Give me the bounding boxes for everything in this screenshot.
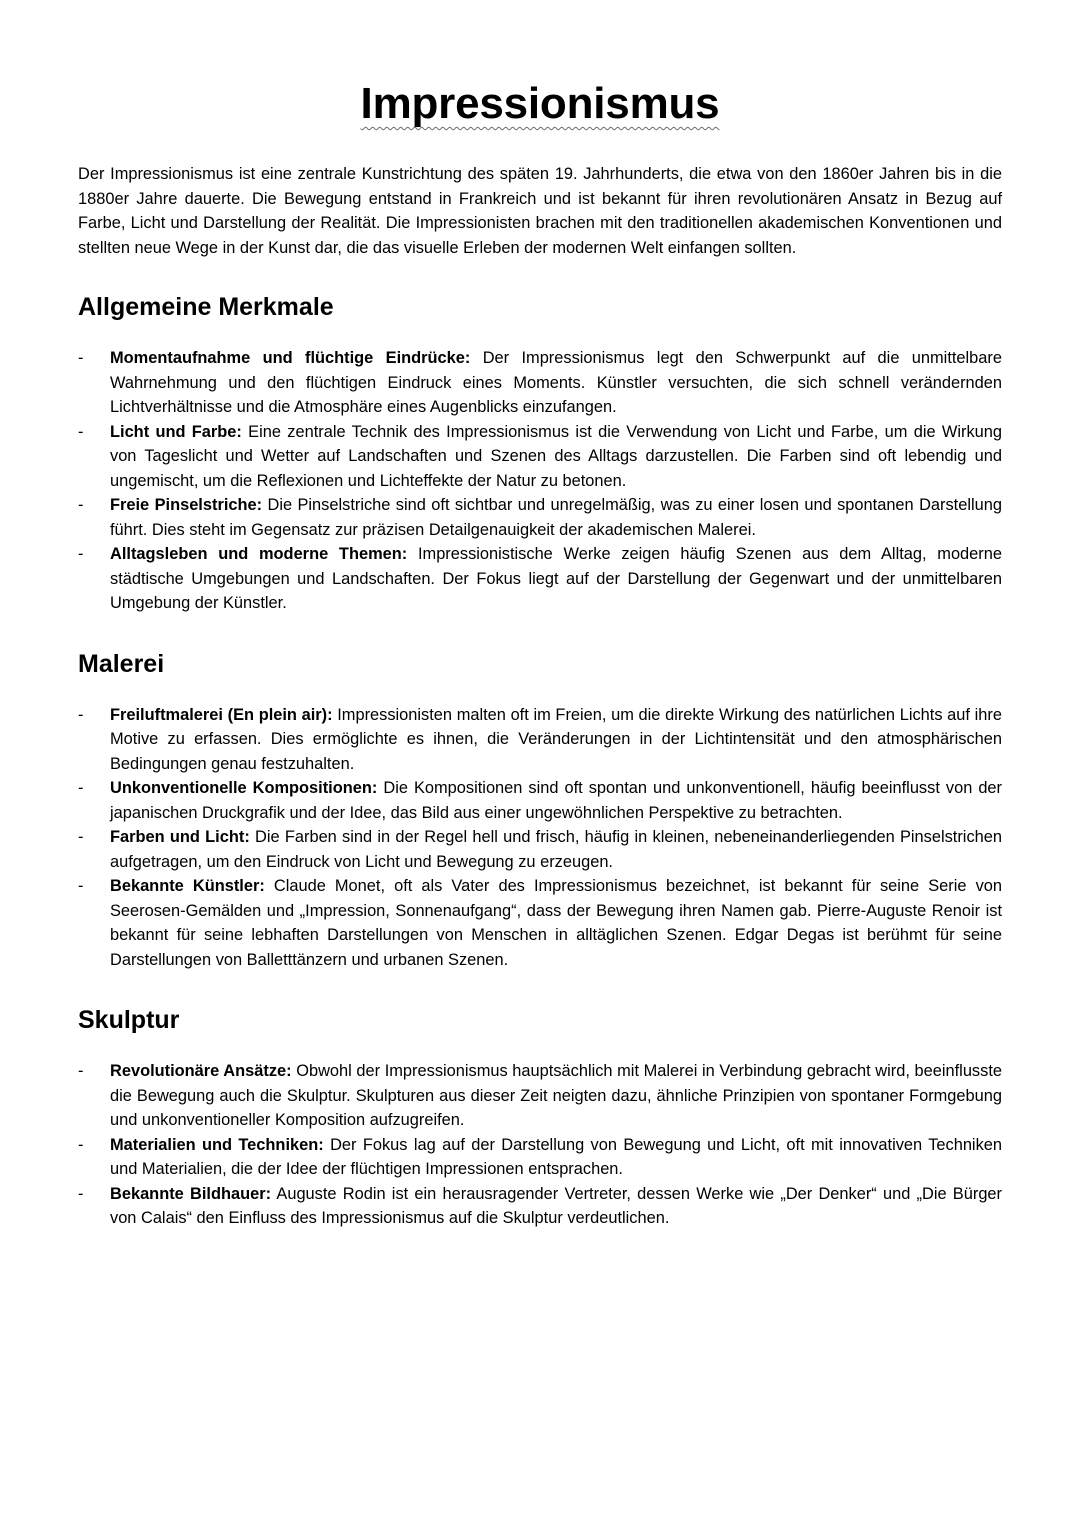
bullet-dash: - xyxy=(78,828,84,846)
item-term: Bekannte Künstler: xyxy=(110,877,265,895)
bullet-dash: - xyxy=(78,779,84,797)
bullet-dash: - xyxy=(78,422,84,441)
item-text: Eine zentrale Technik des Impressionismus ist die Verwendung von Licht und Farbe, um die Wirkung von Tageslicht und Wetter auf Landschaften und Szenen des Alltags darzustellen. Die Farben sind oft lebendig und ungemischt, um die Reflexionen und Lichteffekte der Natur zu betonen. xyxy=(110,422,1002,490)
list-item xyxy=(78,542,1002,616)
item-term: Bekannte Bildhauer: xyxy=(110,1184,272,1203)
item-text: Claude Monet, oft als Vater des Impressionismus bezeichnet, ist bekannt für seine Serie von Seerosen-Gemälden und „Impression, Sonnenaufgang“, dass der Bewegung ihren Namen gab. Pierre-Auguste Renoir ist bekannt für seine lebhaften Darstellungen von Menschen in alltäglichen Szenen. Edgar Degas ist berühmt für seine Darstellungen von Balletttänzern und urbanen Szenen. xyxy=(110,877,1003,969)
document-page xyxy=(78,78,1002,1231)
bullet-list xyxy=(78,1059,1002,1231)
item-term: Freie Pinselstriche: xyxy=(110,496,263,514)
section-malerei xyxy=(78,649,1002,973)
bullet-dash: - xyxy=(78,349,84,367)
item-term: Farben und Licht: xyxy=(110,828,250,846)
item-term: Momentaufnahme und flüchtige Eindrücke: xyxy=(110,349,471,367)
item-term: Revolutionäre Ansätze: xyxy=(110,1062,292,1080)
list-item xyxy=(78,1133,1002,1182)
list-item xyxy=(78,346,1002,420)
item-text: Auguste Rodin ist ein herausragender Vertreter, dessen Werke wie „Der Denker“ und „Die Bürger von Calais“ den Einfluss des Impressionismus auf die Skulptur verdeutlichen. xyxy=(110,1184,1003,1227)
item-term: Alltagsleben und moderne Themen: xyxy=(110,545,408,563)
list-item xyxy=(78,703,1002,777)
bullet-dash: - xyxy=(78,877,84,895)
bullet-dash: - xyxy=(78,496,84,514)
list-item xyxy=(78,493,1002,542)
bullet-list xyxy=(78,703,1002,973)
item-term: Freiluftmalerei (En plein air): xyxy=(110,705,333,724)
section-heading: Allgemeine Merkmale xyxy=(78,293,334,321)
bullet-list xyxy=(78,346,1002,616)
item-text: Impressionistische Werke zeigen häufig Szenen aus dem Alltag, moderne städtische Umgebungen und Landschaften. Der Fokus liegt auf der Darstellung der Gegenwart und der unmittelbaren Umgebung der Künstler. xyxy=(110,545,1002,612)
list-item xyxy=(78,825,1002,874)
section-allgemeine-merkmale xyxy=(78,292,1002,616)
item-text: Impressionisten malten oft im Freien, um die direkte Wirkung des natürlichen Lichts auf ihre Motive zu erfassen. Dies ermöglichte es ihnen, die Veränderungen in der Lichtintensität und den atmosphärischen Bedingungen genau festzuhalten. xyxy=(110,705,1002,773)
intro-paragraph: Der Impressionismus ist eine zentrale Kunstrichtung des späten 19. Jahrhunderts, die etwa von den 1860er Jahren bis in die 1880er Jahre dauerte. Die Bewegung entstand in Frankreich und ist bekannt für ihren revolutionären Ansatz in Bezug auf Farbe, Licht und Darstellung der Realität. Die Impressionisten brachen mit den traditionellen akademischen Konventionen und stellten neue Wege in der Kunst dar, die das visuelle Erleben der modernen Welt einfangen sollten. xyxy=(78,165,1002,257)
item-text: Der Impressionismus legt den Schwerpunkt auf die unmittelbare Wahrnehmung und den flüchtigen Eindruck eines Moments. Künstler versuchten, die sich schnell verändernden Lichtverhältnisse und die Atmosphäre eines Augenblicks einzufangen. xyxy=(110,349,1002,416)
section-heading: Skulptur xyxy=(78,1006,180,1034)
page-title: Impressionismus xyxy=(360,79,720,128)
bullet-dash: - xyxy=(78,1062,84,1080)
list-item xyxy=(78,776,1002,825)
item-text: Die Kompositionen sind oft spontan und unkonventionell, häufig beeinflusst von der japanischen Druckgrafik und der Idee, das Bild aus einer ungewöhnlichen Perspektive zu betrachten. xyxy=(110,779,1003,822)
bullet-dash: - xyxy=(78,1135,84,1154)
bullet-dash: - xyxy=(78,1184,84,1203)
section-heading: Malerei xyxy=(78,649,165,678)
item-text: Die Pinselstriche sind oft sichtbar und unregelmäßig, was zu einer losen und spontanen Darstellung führt. Dies steht im Gegensatz zur präzisen Detailgenauigkeit der akademischen Malerei. xyxy=(110,496,1002,539)
title-wrapper xyxy=(78,78,1002,148)
item-text: Obwohl der Impressionismus hauptsächlich mit Malerei in Verbindung gebracht wird, beeinflusste die Bewegung auch die Skulptur. Skulpturen aus dieser Zeit neigten dazu, ähnliche Prinzipien von spontaner Formgebung und unkonventioneller Komposition aufzugreifen. xyxy=(110,1062,1002,1129)
bullet-dash: - xyxy=(78,705,84,724)
section-skulptur xyxy=(78,1005,1002,1231)
bullet-dash: - xyxy=(78,545,84,563)
item-term: Materialien und Techniken: xyxy=(110,1135,324,1154)
list-item xyxy=(78,1059,1002,1133)
item-term: Unkonventionelle Kompositionen: xyxy=(110,779,378,797)
item-term: Licht und Farbe: xyxy=(110,422,242,441)
list-item xyxy=(78,874,1002,972)
list-item xyxy=(78,420,1002,494)
item-text: Der Fokus lag auf der Darstellung von Bewegung und Licht, oft mit innovativen Techniken und Materialien, die der Idee der flüchtigen Impressionen entsprachen. xyxy=(110,1135,1003,1178)
list-item xyxy=(78,1182,1002,1231)
item-text: Die Farben sind in der Regel hell und frisch, häufig in kleinen, nebeneinanderliegenden Pinselstrichen aufgetragen, um den Eindruck von Licht und Bewegung zu erzeugen. xyxy=(110,828,1002,871)
